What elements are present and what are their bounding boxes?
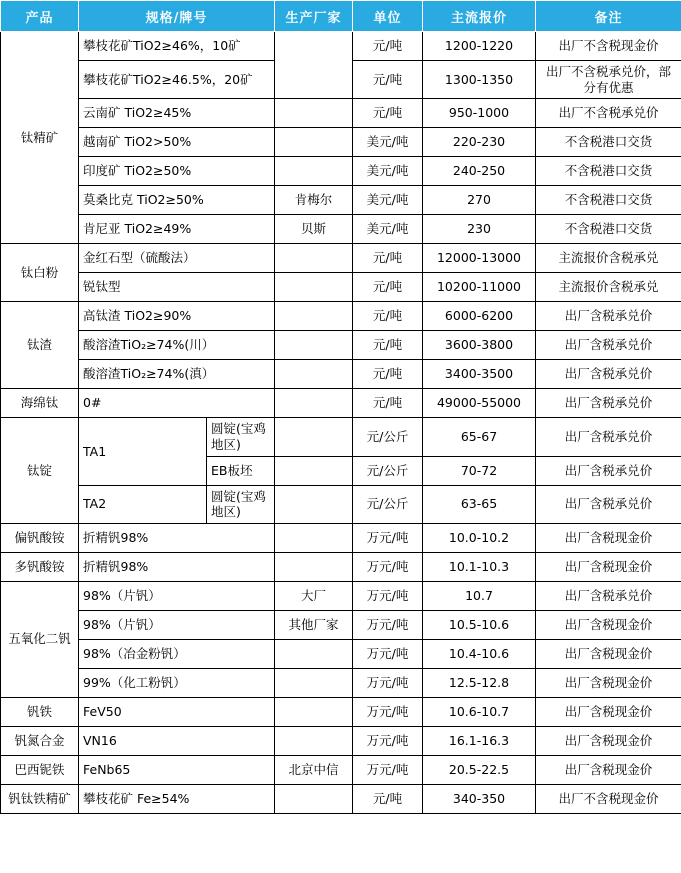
cell-price: 10.0-10.2: [423, 523, 536, 552]
cell-manufacturer: [275, 389, 353, 418]
cell-manufacturer: [275, 273, 353, 302]
cell-remark: 主流报价含税承兑: [536, 273, 681, 302]
cell-manufacturer: [275, 157, 353, 186]
cell-remark: 出厂含税现金价: [536, 726, 681, 755]
cell-remark: 出厂含税承兑价: [536, 389, 681, 418]
cell-price: 10.7: [423, 581, 536, 610]
cell-manufacturer: [275, 331, 353, 360]
cell-manufacturer: [275, 784, 353, 813]
cell-spec: 金红石型（硫酸法）: [79, 244, 275, 273]
cell-manufacturer: [275, 697, 353, 726]
cell-product: 钛白粉: [1, 244, 79, 302]
cell-remark: 出厂含税现金价: [536, 668, 681, 697]
cell-manufacturer: [275, 360, 353, 389]
cell-price: 3600-3800: [423, 331, 536, 360]
table-row: [1, 157, 681, 186]
cell-spec: 攀枝花矿TiO2≥46.5%，20矿: [79, 61, 275, 99]
cell-unit: 万元/吨: [353, 726, 423, 755]
cell-unit: 万元/吨: [353, 697, 423, 726]
cell-unit: 美元/吨: [353, 157, 423, 186]
table-row: [1, 215, 681, 244]
cell-price: 65-67: [423, 418, 536, 456]
cell-product: 钛精矿: [1, 32, 79, 244]
cell-product: 钒铁: [1, 697, 79, 726]
cell-price: 63-65: [423, 485, 536, 523]
cell-spec: 云南矿 TiO2≥45%: [79, 99, 275, 128]
cell-spec: 莫桑比克 TiO2≥50%: [79, 186, 275, 215]
cell-spec: TA2: [79, 485, 207, 523]
cell-spec-detail: 圆锭(宝鸡地区): [207, 418, 275, 456]
cell-price: 20.5-22.5: [423, 755, 536, 784]
cell-unit: 元/吨: [353, 389, 423, 418]
cell-price: 220-230: [423, 128, 536, 157]
cell-manufacturer: [275, 668, 353, 697]
table-row: [1, 552, 681, 581]
cell-product: 五氧化二钒: [1, 581, 79, 697]
cell-spec: VN16: [79, 726, 275, 755]
table-row: [1, 668, 681, 697]
cell-remark: 不含税港口交货: [536, 186, 681, 215]
cell-manufacturer: 大厂: [275, 581, 353, 610]
cell-spec: 越南矿 TiO2>50%: [79, 128, 275, 157]
cell-spec: 98%（片钒）: [79, 610, 275, 639]
cell-price: 6000-6200: [423, 302, 536, 331]
cell-price: 240-250: [423, 157, 536, 186]
table-row: [1, 244, 681, 273]
cell-spec: 攀枝花矿TiO2≥46%，10矿: [79, 32, 275, 61]
cell-unit: 万元/吨: [353, 552, 423, 581]
column-header-spec: 规格/牌号: [79, 1, 275, 32]
cell-spec: 酸溶渣TiO₂≥74%(滇）: [79, 360, 275, 389]
cell-remark: 出厂含税承兑价: [536, 456, 681, 485]
cell-unit: 美元/吨: [353, 128, 423, 157]
table-row: [1, 186, 681, 215]
cell-remark: 出厂含税承兑价: [536, 485, 681, 523]
cell-unit: 元/吨: [353, 99, 423, 128]
cell-remark: 出厂含税承兑价: [536, 418, 681, 456]
table-header-row: [1, 1, 681, 32]
cell-spec: 折精钒98%: [79, 523, 275, 552]
cell-spec: TA1: [79, 418, 207, 485]
cell-price: 950-1000: [423, 99, 536, 128]
cell-price: 10.6-10.7: [423, 697, 536, 726]
cell-remark: 出厂不含税承兑价: [536, 99, 681, 128]
cell-unit: 元/吨: [353, 302, 423, 331]
cell-manufacturer: 其他厂家: [275, 610, 353, 639]
cell-price: 3400-3500: [423, 360, 536, 389]
cell-remark: 出厂含税承兑价: [536, 302, 681, 331]
cell-remark: 出厂含税承兑价: [536, 581, 681, 610]
table-row: [1, 784, 681, 813]
table-row: [1, 755, 681, 784]
cell-product: 多钒酸铵: [1, 552, 79, 581]
cell-product: 钒钛铁精矿: [1, 784, 79, 813]
cell-remark: 出厂含税现金价: [536, 552, 681, 581]
cell-price: 12000-13000: [423, 244, 536, 273]
cell-remark: 出厂含税现金价: [536, 610, 681, 639]
cell-spec: FeV50: [79, 697, 275, 726]
cell-unit: 万元/吨: [353, 610, 423, 639]
cell-spec: 印度矿 TiO2≥50%: [79, 157, 275, 186]
cell-manufacturer: 北京中信: [275, 755, 353, 784]
cell-remark: 出厂不含税承兑价，部分有优惠: [536, 61, 681, 99]
cell-product: 钒氮合金: [1, 726, 79, 755]
column-header-product: 产品: [1, 1, 79, 32]
column-header-price: 主流报价: [423, 1, 536, 32]
cell-spec: 酸溶渣TiO₂≥74%(川）: [79, 331, 275, 360]
cell-remark: 出厂含税现金价: [536, 697, 681, 726]
cell-product: 钛渣: [1, 302, 79, 389]
cell-spec: 高钛渣 TiO2≥90%: [79, 302, 275, 331]
cell-price: 270: [423, 186, 536, 215]
cell-manufacturer: [275, 128, 353, 157]
cell-manufacturer: [275, 418, 353, 456]
cell-spec: 0#: [79, 389, 275, 418]
cell-price: 10200-11000: [423, 273, 536, 302]
cell-price: 340-350: [423, 784, 536, 813]
cell-remark: 出厂含税承兑价: [536, 331, 681, 360]
cell-spec: 99%（化工粉钒）: [79, 668, 275, 697]
table-row: [1, 581, 681, 610]
cell-manufacturer: [275, 456, 353, 485]
table-row: [1, 697, 681, 726]
cell-unit: 万元/吨: [353, 581, 423, 610]
cell-manufacturer: [275, 99, 353, 128]
cell-remark: 出厂不含税现金价: [536, 32, 681, 61]
cell-spec-detail: 圆锭(宝鸡地区): [207, 485, 275, 523]
cell-product: 钛锭: [1, 418, 79, 524]
cell-remark: 出厂含税现金价: [536, 523, 681, 552]
cell-unit: 美元/吨: [353, 215, 423, 244]
cell-product: 巴西铌铁: [1, 755, 79, 784]
cell-unit: 万元/吨: [353, 639, 423, 668]
cell-manufacturer: [275, 726, 353, 755]
cell-unit: 元/吨: [353, 360, 423, 389]
cell-unit: 元/吨: [353, 61, 423, 99]
table-row: [1, 418, 681, 456]
cell-manufacturer: [275, 244, 353, 273]
cell-manufacturer: [275, 639, 353, 668]
cell-manufacturer: [275, 302, 353, 331]
cell-unit: 元/吨: [353, 784, 423, 813]
table-row: [1, 99, 681, 128]
table-row: [1, 485, 681, 523]
cell-manufacturer: [275, 552, 353, 581]
column-header-manufacturer: 生产厂家: [275, 1, 353, 32]
cell-price: 16.1-16.3: [423, 726, 536, 755]
cell-remark: 主流报价含税承兑: [536, 244, 681, 273]
table-row: [1, 610, 681, 639]
cell-unit: 万元/吨: [353, 523, 423, 552]
cell-spec-detail: EB板坯: [207, 456, 275, 485]
cell-manufacturer: [275, 485, 353, 523]
cell-remark: 不含税港口交货: [536, 215, 681, 244]
cell-price: 10.4-10.6: [423, 639, 536, 668]
cell-product: 偏钒酸铵: [1, 523, 79, 552]
cell-spec: 98%（片钒）: [79, 581, 275, 610]
column-header-unit: 单位: [353, 1, 423, 32]
cell-spec: 折精钒98%: [79, 552, 275, 581]
cell-remark: 不含税港口交货: [536, 157, 681, 186]
cell-unit: 元/公斤: [353, 418, 423, 456]
cell-unit: 美元/吨: [353, 186, 423, 215]
table-row: [1, 360, 681, 389]
cell-price: 10.1-10.3: [423, 552, 536, 581]
table-row: [1, 32, 681, 61]
table-row: [1, 726, 681, 755]
table-row: [1, 302, 681, 331]
table-row: [1, 128, 681, 157]
cell-remark: 出厂含税现金价: [536, 639, 681, 668]
cell-price: 230: [423, 215, 536, 244]
cell-manufacturer: [275, 523, 353, 552]
table-row: [1, 273, 681, 302]
cell-unit: 元/吨: [353, 244, 423, 273]
table-row: [1, 389, 681, 418]
cell-remark: 不含税港口交货: [536, 128, 681, 157]
table-header: [1, 1, 681, 32]
cell-price: 70-72: [423, 456, 536, 485]
column-header-remark: 备注: [536, 1, 681, 32]
cell-unit: 万元/吨: [353, 755, 423, 784]
cell-price: 1300-1350: [423, 61, 536, 99]
cell-spec: 98%（冶金粉钒）: [79, 639, 275, 668]
cell-manufacturer: 贝斯: [275, 215, 353, 244]
cell-price: 10.5-10.6: [423, 610, 536, 639]
cell-spec: FeNb65: [79, 755, 275, 784]
cell-price: 49000-55000: [423, 389, 536, 418]
cell-price: 1200-1220: [423, 32, 536, 61]
table-body: [1, 32, 681, 814]
cell-unit: 元/公斤: [353, 485, 423, 523]
cell-unit: 元/吨: [353, 32, 423, 61]
table-row: [1, 639, 681, 668]
cell-manufacturer: [275, 32, 353, 99]
cell-spec: 锐钛型: [79, 273, 275, 302]
cell-unit: 万元/吨: [353, 668, 423, 697]
table-row: [1, 523, 681, 552]
cell-spec: 攀枝花矿 Fe≥54%: [79, 784, 275, 813]
cell-unit: 元/公斤: [353, 456, 423, 485]
cell-spec: 肯尼亚 TiO2≥49%: [79, 215, 275, 244]
table-row: [1, 331, 681, 360]
cell-remark: 出厂含税现金价: [536, 755, 681, 784]
cell-product: 海绵钛: [1, 389, 79, 418]
cell-price: 12.5-12.8: [423, 668, 536, 697]
cell-remark: 出厂含税承兑价: [536, 360, 681, 389]
cell-manufacturer: 肯梅尔: [275, 186, 353, 215]
cell-unit: 元/吨: [353, 331, 423, 360]
cell-unit: 元/吨: [353, 273, 423, 302]
cell-remark: 出厂不含税现金价: [536, 784, 681, 813]
